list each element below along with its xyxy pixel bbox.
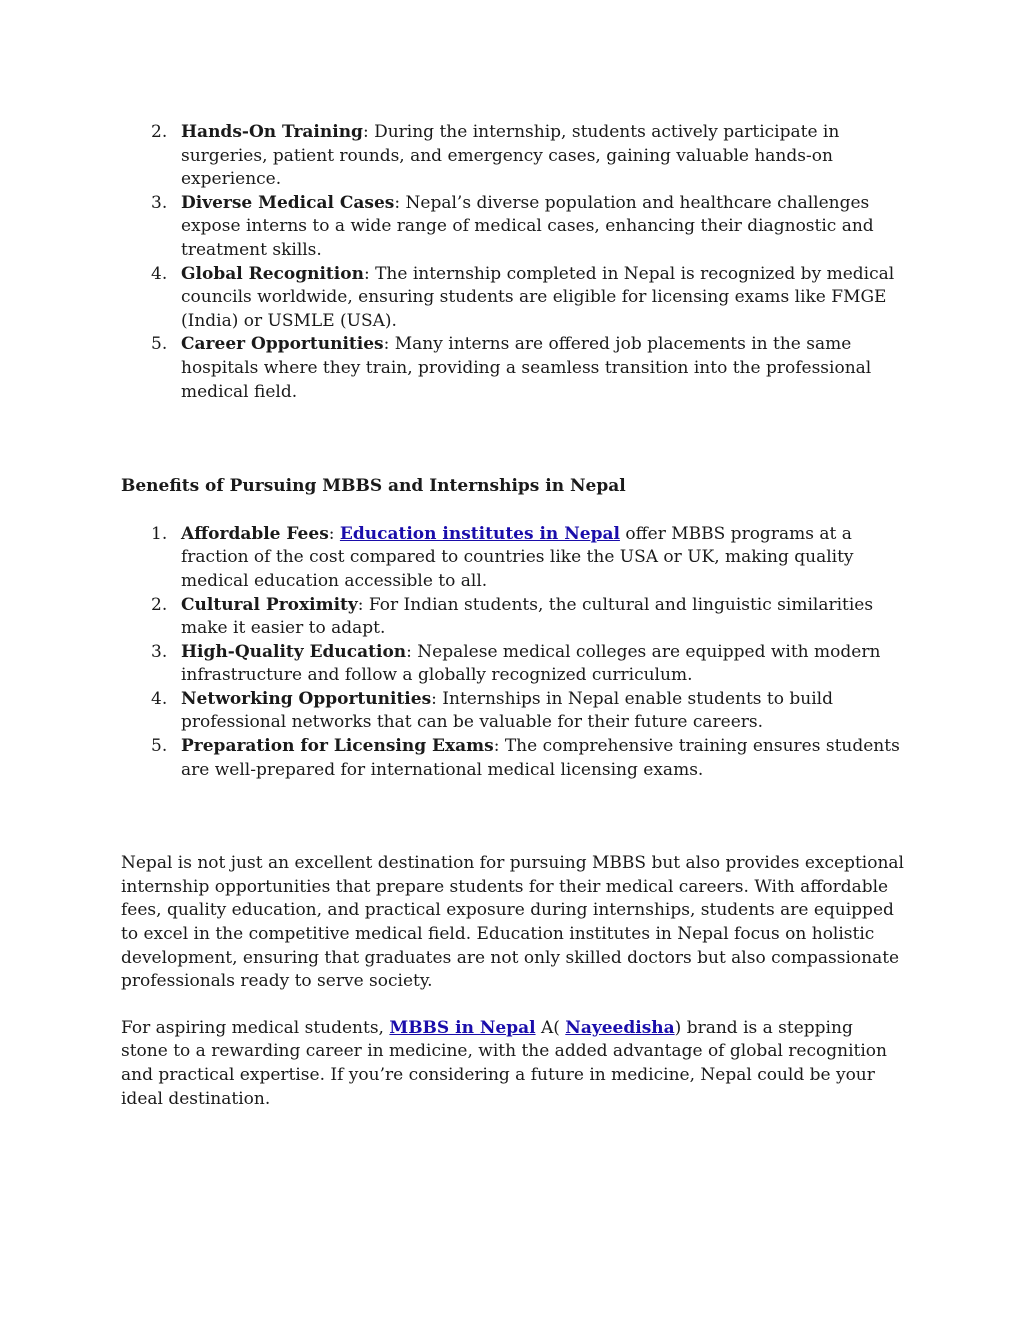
item-text: : The comprehensive training ensures students are well-prepared for international medical licensing exams. xyxy=(181,736,900,780)
item-title: High-Quality Education xyxy=(181,641,407,662)
item-title: Diverse Medical Cases xyxy=(181,192,395,213)
list-item xyxy=(121,523,905,594)
item-title: Preparation for Licensing Exams xyxy=(181,736,494,757)
item-text: : Nepal’s diverse population and healthcare challenges expose interns to a wide range of medical cases, enhancing their diagnostic and treatment skills. xyxy=(181,192,874,260)
item-title: Hands-On Training xyxy=(181,122,363,142)
list-item xyxy=(121,735,905,782)
mbbs-in-nepal-link[interactable]: MBBS in Nepal xyxy=(389,1017,536,1038)
item-text: : For Indian students, the cultural and linguistic similarities make it easier to adapt. xyxy=(181,594,874,639)
item-title: Affordable Fees xyxy=(181,523,329,544)
list-item xyxy=(121,121,905,192)
item-text: : Nepalese medical colleges are equipped with modern infrastructure and follow a globally recognized curriculum. xyxy=(181,641,881,686)
item-text: : Many interns are offered job placements in the same hospitals where they train, providing a seamless transition into the professional medical field. xyxy=(181,334,872,402)
list-number: 1. xyxy=(151,523,168,544)
internship-benefits-list xyxy=(121,121,905,404)
item-text: : Internships in Nepal enable students to build professional networks that can be valuable for their future careers. xyxy=(181,688,833,733)
paragraph-prefix: For aspiring medical students, xyxy=(121,1017,390,1038)
nayeedisha-link[interactable]: Nayeedisha xyxy=(565,1017,675,1038)
item-text: : The internship completed in Nepal is recognized by medical councils worldwide, ensuring students are eligible for licensing exams like FMGE (India) or USMLE (USA). xyxy=(181,263,895,331)
list-number: 4. xyxy=(151,688,168,709)
item-title: Cultural Proximity xyxy=(181,594,358,615)
list-item xyxy=(121,688,905,735)
list-number: 2. xyxy=(151,122,168,142)
item-title: Career Opportunities xyxy=(181,334,384,355)
list-item xyxy=(121,263,905,334)
mbbs-benefits-list xyxy=(121,523,905,783)
conclusion-paragraph: Nepal is not just an excellent destination for pursuing MBBS but also provides exceptional internship opportunities that prepare students for their medical careers. With affordable fees, quality education, and practical exposure during internships, students are equipped to excel in the competitive medical field. Education institutes in Nepal focus on holistic development, ensuring that graduates are not only skilled doctors but also compassionate professionals ready to serve society. xyxy=(121,853,904,992)
item-title: Global Recognition xyxy=(181,263,364,284)
list-item xyxy=(121,192,905,263)
item-separator: : xyxy=(328,523,340,544)
list-item xyxy=(121,594,905,641)
list-number: 3. xyxy=(151,192,168,213)
list-number: 5. xyxy=(151,334,168,355)
item-text: : During the internship, students actively participate in surgeries, patient rounds, and emergency cases, gaining valuable hands-on experience. xyxy=(181,122,840,190)
list-number: 4. xyxy=(151,263,168,284)
list-number: 3. xyxy=(151,641,168,662)
item-text: offer MBBS programs at a fraction of the cost compared to countries like the USA or UK, making quality medical education accessible to all. xyxy=(181,523,854,591)
list-item xyxy=(121,641,905,688)
education-institutes-link[interactable]: Education institutes in Nepal xyxy=(339,523,620,544)
list-number: 2. xyxy=(151,594,168,615)
section-heading: Benefits of Pursuing MBBS and Internships in Nepal xyxy=(121,476,626,497)
document-content xyxy=(121,121,905,1134)
closing-paragraph xyxy=(121,1017,905,1111)
paragraph-suffix: ) brand is a stepping stone to a rewarding career in medicine, with the added advantage of global recognition and practical expertise. If you’re considering a future in medicine, Nepal could be your ideal destination. xyxy=(121,1017,887,1109)
list-number: 5. xyxy=(151,736,168,757)
paragraph-middle: A( xyxy=(535,1017,566,1038)
item-title: Networking Opportunities xyxy=(181,688,432,709)
list-item xyxy=(121,333,905,404)
